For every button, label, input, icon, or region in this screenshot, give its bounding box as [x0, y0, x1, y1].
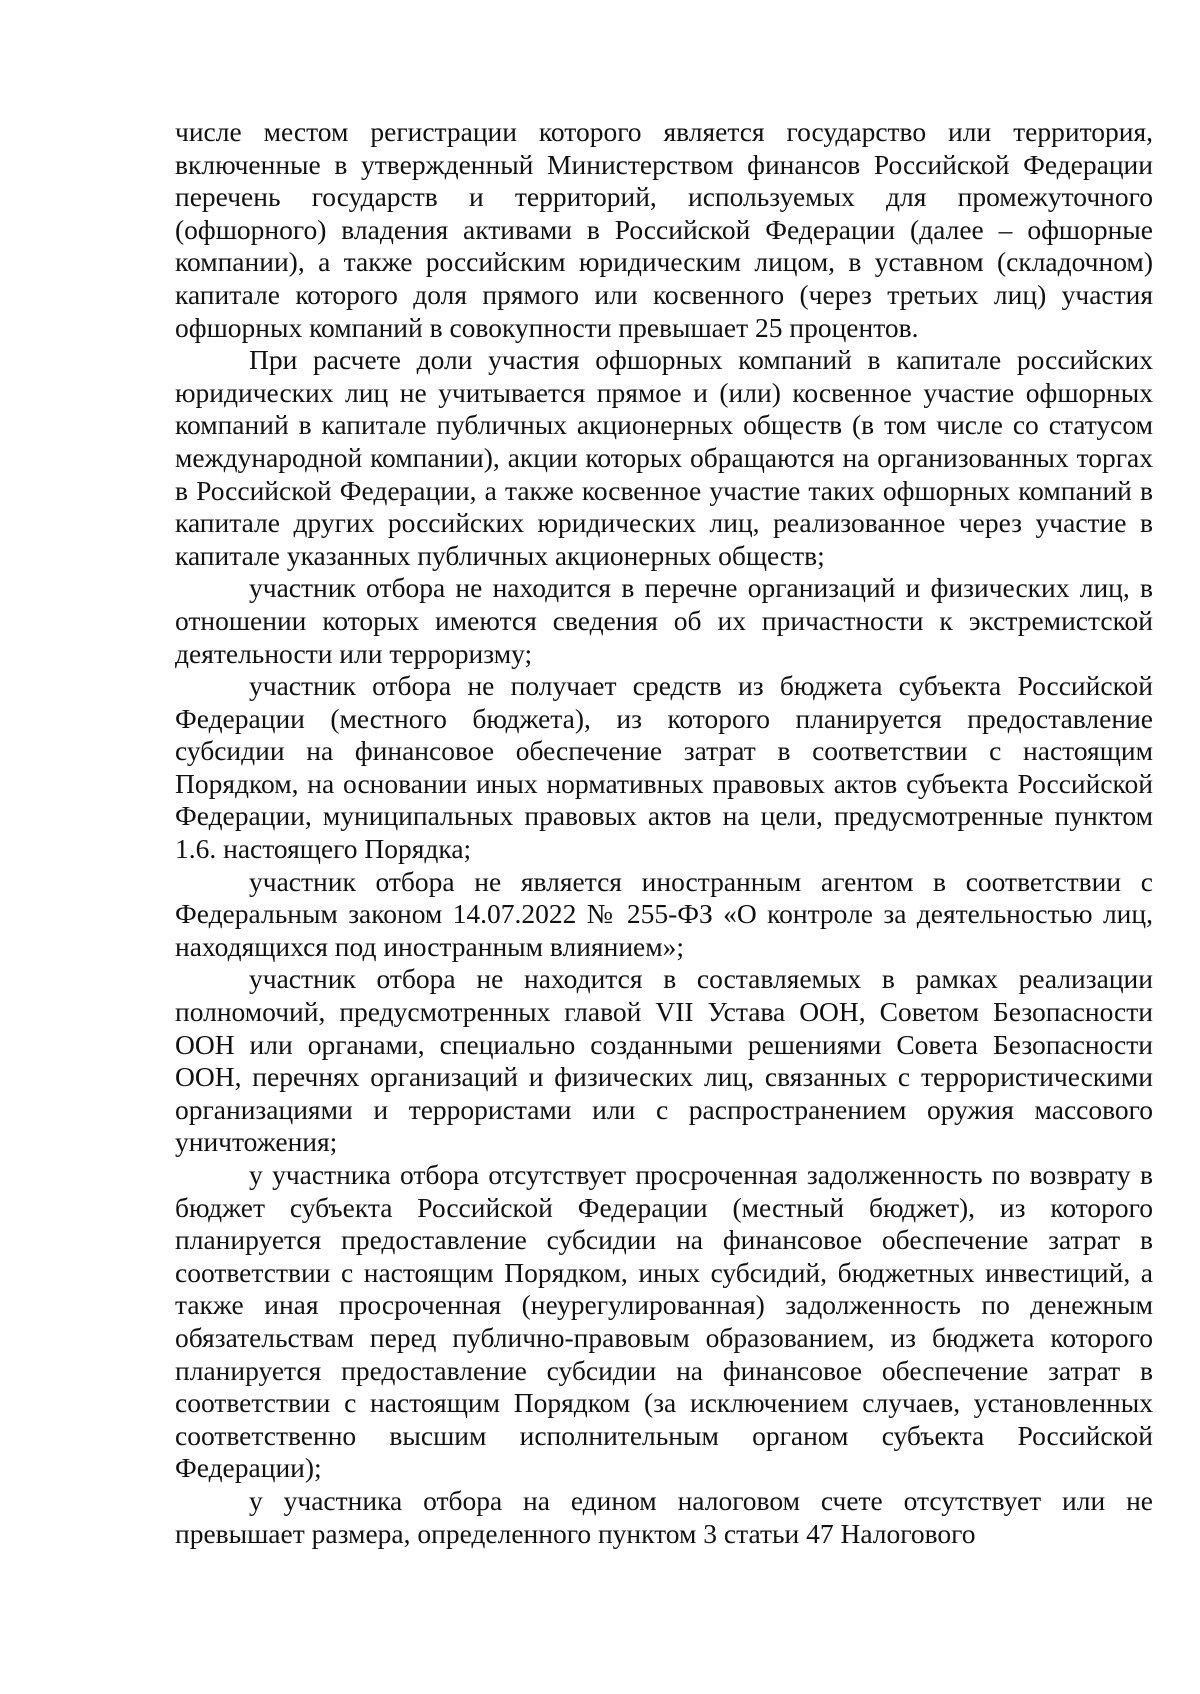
document-body — [175, 116, 1153, 1550]
paragraph-extremism-list: участник отбора не находится в перечне организаций и физических лиц, в отношении которых имеются сведения об их причастности к экстремистской деятельности или терроризму; — [175, 572, 1153, 669]
paragraph-offshore-definition: числе местом регистрации которого является государство или территория, включенные в утвержденный Министерством финансов Российской Федерации перечень государств и территорий, используемых для промежуточного (офшорного) владения активами в Российской Федерации (далее – офшорные компании), а также российским юридическим лицом, в уставном (складочном) капитале которого доля прямого или косвенного (через третьих лиц) участия офшорных компаний в совокупности превышает 25 процентов. — [175, 116, 1153, 343]
paragraph-un-sanctions-lists: участник отбора не находится в составляемых в рамках реализации полномочий, предусмотренных главой VII Устава ООН, Советом Безопасности ООН или органами, специально созданными решениями Совета Безопасности ООН, перечнях организаций и физических лиц, связанных с террористическими организациями и террористами или с распространением оружия массового уничтожения; — [175, 963, 1153, 1158]
paragraph-overdue-debt: у участника отбора отсутствует просроченная задолженность по возврату в бюджет субъекта Российской Федерации (местный бюджет), из которого планируется предоставление субсидии на финансовое обеспечение затрат в соответствии с настоящим Порядком, иных субсидий, бюджетных инвестиций, а также иная просроченная (неурегулированная) задолженность по денежным обязательствам перед публично-правовым образованием, из бюджета которого планируется предоставление субсидии на финансовое обеспечение затрат в соответствии с настоящим Порядком (за исключением случаев, установленных соответственно высшим исполнительным органом субъекта Российской Федерации); — [175, 1159, 1153, 1484]
paragraph-foreign-agent: участник отбора не является иностранным агентом в соответствии с Федеральным законом 14.07.2022 № 255-ФЗ «О контроле за деятельностью лиц, находящихся под иностранным влиянием»; — [175, 865, 1153, 962]
paragraph-no-budget-funds: участник отбора не получает средств из бюджета субъекта Российской Федерации (местного бюджета), из которого планируется предоставление субсидии на финансовое обеспечение затрат в соответствии с настоящим Порядком, на основании иных нормативных правовых актов субъекта Российской Федерации, муниципальных правовых актов на цели, предусмотренные пунктом 1.6. настоящего Порядка; — [175, 670, 1153, 865]
paragraph-tax-account: у участника отбора на едином налоговом счете отсутствует или не превышает размера, определенного пунктом 3 статьи 47 Налогового — [175, 1484, 1153, 1549]
paragraph-offshore-share-calculation: При расчете доли участия офшорных компаний в капитале российских юридических лиц не учитывается прямое и (или) косвенное участие офшорных компаний в капитале публичных акционерных обществ (в том числе со статусом международной компании), акции которых обращаются на организованных торгах в Российской Федерации, а также косвенное участие таких офшорных компаний в капитале других российских юридических лиц, реализованное через участие в капитале указанных публичных акционерных обществ; — [175, 344, 1153, 571]
